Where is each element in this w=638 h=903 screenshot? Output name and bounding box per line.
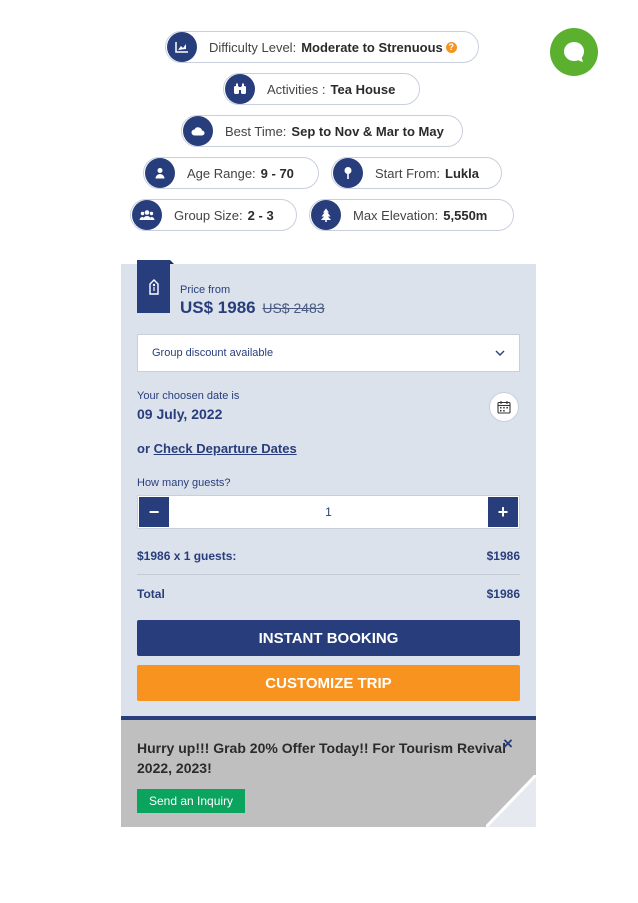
map-pin-icon [333, 158, 363, 188]
check-dates-line [137, 441, 297, 456]
date-value: 09 July, 2022 [137, 406, 223, 422]
price-display [180, 298, 325, 318]
guests-label: How many guests? [137, 477, 231, 489]
activities-pill [223, 73, 420, 105]
tree-icon [311, 200, 341, 230]
guests-count[interactable]: 1 [325, 505, 332, 519]
age-range-pill [143, 157, 319, 189]
page-curl-decoration [486, 775, 536, 827]
chevron-down-icon [495, 350, 505, 356]
subtotal-row [137, 549, 520, 563]
users-icon [132, 200, 162, 230]
price-tag-flag [137, 260, 170, 313]
close-icon[interactable]: × [503, 734, 513, 753]
binoculars-icon [225, 74, 255, 104]
total-row [137, 587, 520, 601]
best-time-label: Best Time: [225, 123, 287, 139]
best-time-pill [181, 115, 463, 147]
group-size-label: Group Size: [174, 207, 243, 223]
old-price: US$ 2483 [262, 300, 325, 316]
promo-text: Hurry up!!! Grab 20% Offer Today!! For Tourism Revival 2022, 2023! [137, 740, 506, 776]
current-price: US$ 1986 [180, 298, 256, 317]
subtotal-label: $1986 x 1 guests: [137, 549, 237, 563]
subtotal-value: $1986 [486, 549, 520, 563]
best-time-value: Sep to Nov & Mar to May [291, 123, 444, 139]
price-from-label: Price from [180, 284, 231, 296]
difficulty-label: Difficulty Level: [209, 39, 297, 55]
group-size-value: 2 - 3 [247, 207, 274, 223]
group-discount-text: Group discount available [152, 347, 274, 359]
cloud-icon [183, 116, 213, 146]
start-from-pill [331, 157, 502, 189]
or-text: or [137, 441, 150, 456]
difficulty-pill [165, 31, 479, 63]
chat-button[interactable] [550, 28, 598, 76]
age-range-label: Age Range: [187, 165, 256, 181]
total-label: Total [137, 587, 165, 601]
increase-guests-button[interactable]: + [488, 497, 518, 527]
user-icon [145, 158, 175, 188]
price-tag-icon [148, 278, 160, 296]
date-label: Your choosen date is [137, 390, 240, 402]
summary-divider [137, 574, 520, 575]
group-discount-select[interactable] [137, 334, 520, 372]
max-elevation-pill [309, 199, 514, 231]
difficulty-value: Moderate to Strenuous [301, 39, 443, 55]
age-range-value: 9 - 70 [260, 165, 294, 181]
send-inquiry-button[interactable]: Send an Inquiry [137, 789, 245, 813]
instant-booking-button[interactable]: INSTANT BOOKING [137, 620, 520, 656]
booking-card [121, 264, 536, 716]
start-from-label: Start From: [375, 165, 441, 181]
group-size-pill [130, 199, 297, 231]
start-from-value: Lukla [445, 165, 479, 181]
help-icon[interactable]: ? [446, 42, 457, 53]
check-departure-dates-link[interactable]: Check Departure Dates [153, 441, 297, 456]
calendar-button[interactable] [489, 392, 519, 422]
customize-trip-button[interactable]: CUSTOMIZE TRIP [137, 665, 520, 701]
promo-banner [121, 716, 536, 827]
guests-stepper [137, 495, 520, 529]
total-value: $1986 [486, 587, 520, 601]
calendar-icon [497, 400, 511, 414]
max-elevation-label: Max Elevation: [353, 207, 439, 223]
chat-bubble-icon [561, 40, 587, 64]
max-elevation-value: 5,550m [443, 207, 488, 223]
activities-value: Tea House [330, 81, 396, 97]
decrease-guests-button[interactable]: − [139, 497, 169, 527]
activities-label: Activities : [267, 81, 326, 97]
chart-icon [167, 32, 197, 62]
